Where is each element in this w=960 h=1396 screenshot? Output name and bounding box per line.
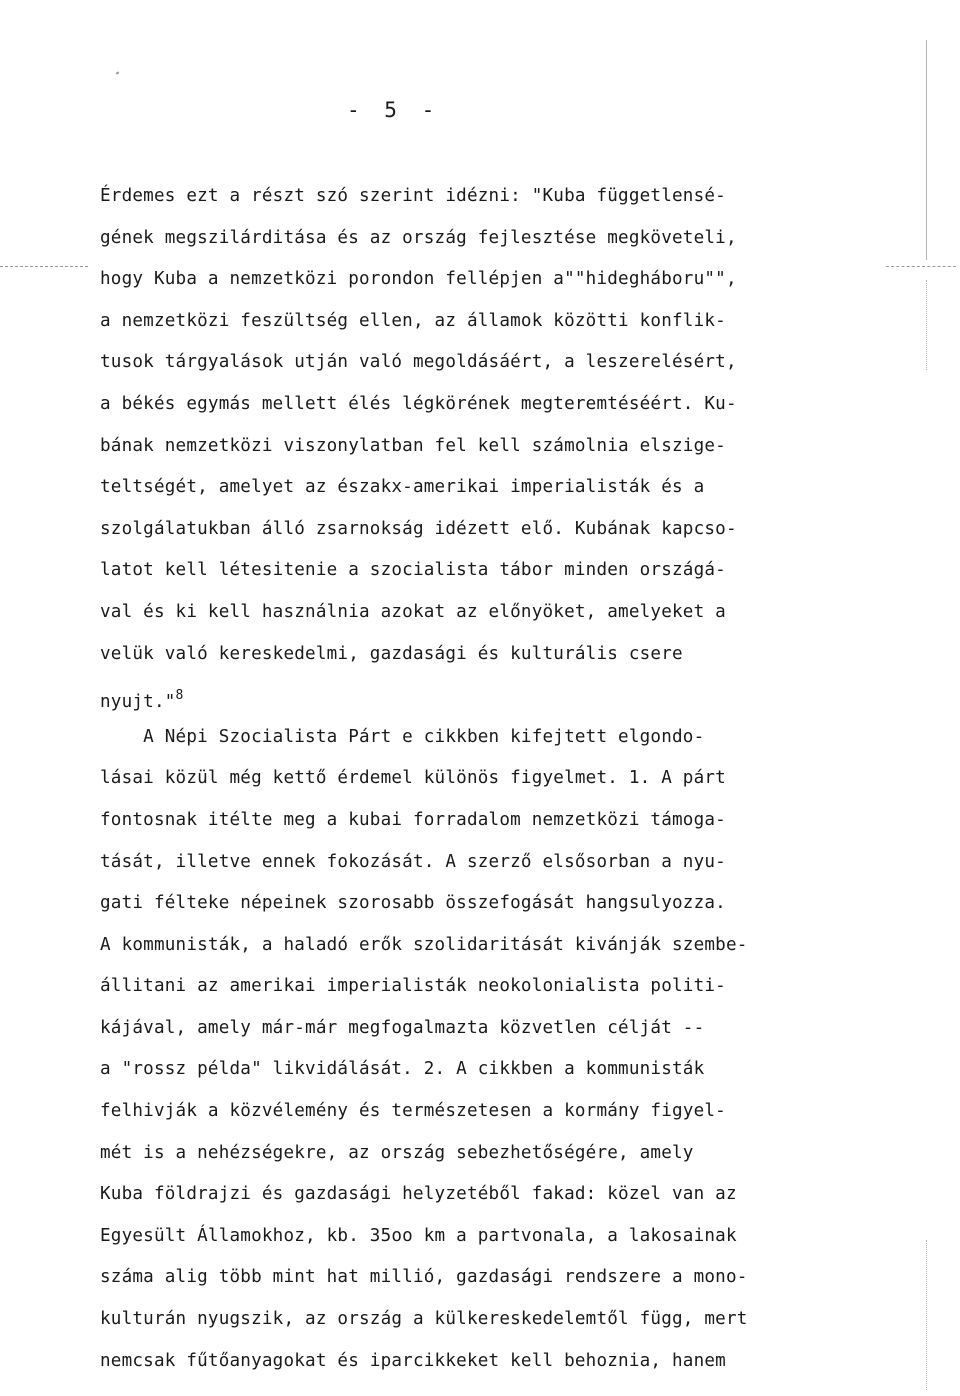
text-line: A kommunisták, a haladó erők szolidaritását kivánják szembe- <box>100 934 748 955</box>
text-line: mét is a nehézségekre, az ország sebezhetőségére, amely <box>100 1142 694 1163</box>
text-line: bának nemzetközi viszonylatban fel kell számolnia elszige- <box>100 435 726 456</box>
text-line: A Népi Szocialista Párt e cikkben kifejtett elgondo- <box>100 726 705 747</box>
text-line: nyujt." <box>100 692 176 713</box>
text-line: kulturán nyugszik, az ország a külkereskedelemtől függ, mert <box>100 1309 748 1330</box>
text-line-with-footnote <box>100 675 870 717</box>
footnote-reference: 8 <box>175 688 184 704</box>
text-line: száma alig több mint hat millió, gazdasági rendszere a mono- <box>100 1267 748 1288</box>
scan-margin-line <box>926 40 927 260</box>
text-line: szolgálatukban álló zsarnokság idézett elő. Kubának kapcso- <box>100 518 737 539</box>
text-line: hogy Kuba a nemzetközi porondon fellépjen a""hidegháboru"", <box>100 269 737 290</box>
text-line: Érdemes ezt a részt szó szerint idézni: "Kuba függetlensé- <box>100 186 726 206</box>
page-number: - 5 - <box>347 98 441 122</box>
scan-margin-line <box>926 280 927 370</box>
text-line: lásai közül még kettő érdemel különös figyelmet. 1. A párt <box>100 768 726 789</box>
text-line: felhivják a közvélemény és természetesen a kormány figyel- <box>100 1101 726 1122</box>
text-line: kájával, amely már-már megfogalmazta közvetlen célját -- <box>100 1017 705 1038</box>
body-text <box>100 176 870 1382</box>
scan-dashed-rule-right <box>886 266 956 267</box>
scan-dashed-rule-left <box>0 266 88 267</box>
scan-margin-line <box>926 1240 927 1390</box>
text-line: nemcsak fűtőanyagokat és iparcikkeket kell behoznia, hanem <box>100 1350 726 1371</box>
text-line: tását, illetve ennek fokozását. A szerző elsősorban a nyu- <box>100 851 726 872</box>
text-line: val és ki kell használnia azokat az előnyöket, amelyeket a <box>100 601 726 622</box>
scan-speck <box>116 71 120 74</box>
text-line: teltségét, amelyet az északx-amerikai imperialisták és a <box>100 477 705 498</box>
text-line: fontosnak itélte meg a kubai forradalom nemzetközi támoga- <box>100 809 726 830</box>
text-line: Kuba földrajzi és gazdasági helyzetéből fakad: közel van az <box>100 1184 737 1205</box>
text-line: Egyesült Államokhoz, kb. 35oo km a partvonala, a lakosainak <box>100 1225 737 1246</box>
text-line: gati félteke népeinek szorosabb összefogását hangsulyozza. <box>100 893 726 914</box>
text-line: tusok tárgyalások utján való megoldásáért, a leszerelésért, <box>100 352 737 373</box>
text-line: gének megszilárditása és az ország fejlesztése megköveteli, <box>100 227 737 248</box>
text-line: a békés egymás mellett élés légkörének megteremtéséért. Ku- <box>100 393 737 414</box>
text-line: velük való kereskedelmi, gazdasági és kulturális csere <box>100 643 683 664</box>
text-line: latot kell létesitenie a szocialista tábor minden országá- <box>100 560 726 581</box>
text-line: állitani az amerikai imperialisták neokolonialista politi- <box>100 976 726 997</box>
text-line: a "rossz példa" likvidálását. 2. A cikkben a kommunisták <box>100 1059 705 1080</box>
text-line: a nemzetközi feszültség ellen, az államok közötti konflik- <box>100 310 726 331</box>
